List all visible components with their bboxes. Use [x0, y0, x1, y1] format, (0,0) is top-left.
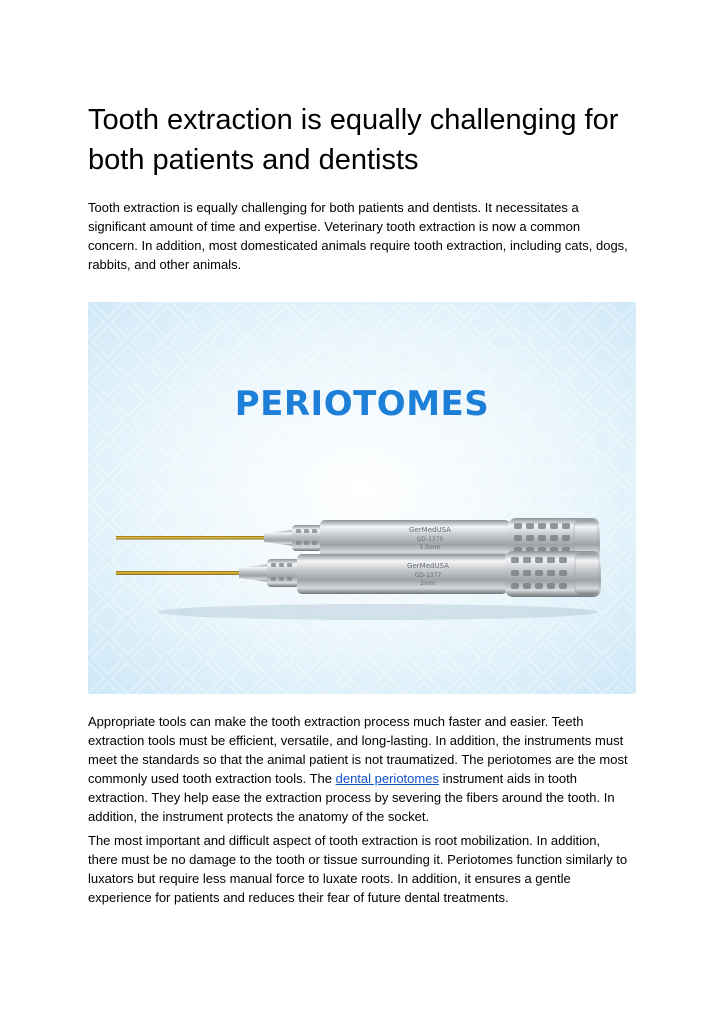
intro-paragraph: Tooth extraction is equally challenging for both patients and dentists. It necessitates a significant amount of time and expertise. Veterinary tooth extraction is now a common concern. In addition, most domesticated animals require tooth extraction, including cats, dogs, rabbits, and other animals. [88, 200, 628, 272]
brand-label-top: GerMedUSA [409, 526, 451, 534]
body-paragraph-2 [88, 712, 628, 826]
figure-heading: PERIOTOMES [234, 384, 490, 424]
dental-periotomes-link[interactable]: dental periotomes [335, 771, 439, 786]
product-code-bottom: GD-1377 [414, 572, 442, 579]
body-paragraph-3: The most important and difficult aspect of tooth extraction is root mobilization. In addition, there must be no damage to the tooth or tissue surrounding it. Periotomes function similarly to luxators but require less manual force to luxate roots. In addition, it ensures a gentle experience for patients and reduces their fear of future dental treatments. [88, 833, 628, 905]
paragraph-2-text-before: Appropriate tools can make the tooth extraction process much faster and easier. Teeth extraction tools must be efficient, versatile, and long-lasting. In addition, the instruments must meet the standards so that the animal patient is not traumatized. The periotomes are the most commonly used tooth extraction tools. The [88, 714, 628, 786]
page-title: Tooth extraction is equally challenging for both patients and dentists [88, 104, 619, 176]
paragraph-2-text-after: instrument aids in tooth extraction. They help ease the extraction process by severing the fibers around the tooth. In addition, the instrument protects the anatomy of the socket. [88, 771, 615, 824]
tip-size-bottom: 2mm [420, 580, 436, 587]
product-image [88, 302, 636, 694]
brand-label-bottom: GerMedUSA [407, 562, 449, 570]
tip-size-top: 1.5mm [419, 544, 441, 551]
product-code-top: GD-1375 [416, 536, 444, 543]
